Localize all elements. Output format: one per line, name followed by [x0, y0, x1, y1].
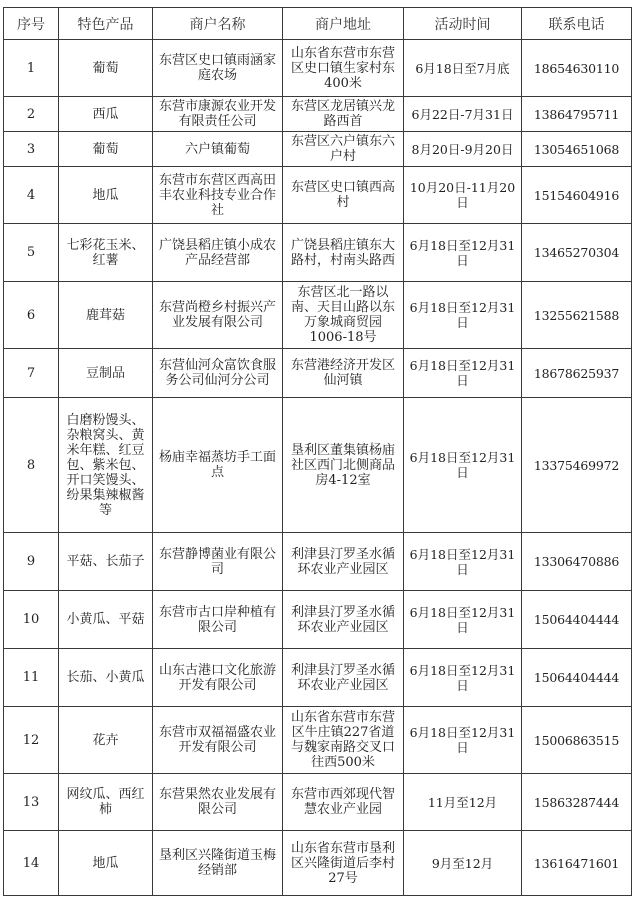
row-phone: 15064404444	[522, 649, 632, 707]
row-time: 6月18日至12月31日	[404, 533, 522, 591]
table-row	[4, 707, 632, 774]
row-merchant: 东营市双福福盛农业开发有限公司	[153, 707, 283, 774]
header-no: 序号	[4, 8, 59, 40]
row-phone: 13375469972	[522, 398, 632, 533]
row-phone: 15006863515	[522, 707, 632, 774]
header-merchant: 商户名称	[153, 8, 283, 40]
header-time: 活动时间	[404, 8, 522, 40]
row-product: 网纹瓜、西红柿	[59, 774, 153, 831]
row-no: 13	[4, 774, 59, 831]
table-row	[4, 591, 632, 649]
row-merchant: 山东古港口文化旅游开发有限公司	[153, 649, 283, 707]
table-row	[4, 97, 632, 132]
row-address: 东营港经济开发区仙河镇	[283, 349, 404, 398]
row-address: 山东省东营市垦利区兴隆街道后李村27号	[283, 831, 404, 896]
table-row	[4, 167, 632, 224]
row-time: 6月18日至12月31日	[404, 349, 522, 398]
row-product: 七彩花玉米、红薯	[59, 224, 153, 282]
table-row	[4, 774, 632, 831]
table-row	[4, 831, 632, 896]
row-time: 6月18日至12月31日	[404, 282, 522, 349]
table-row	[4, 40, 632, 97]
merchant-table	[3, 7, 632, 896]
table-header-row	[4, 8, 632, 40]
row-product: 小黄瓜、平菇	[59, 591, 153, 649]
row-no: 8	[4, 398, 59, 533]
row-address: 东营区北一路以南、天目山路以东万象城商贸园1006-18号	[283, 282, 404, 349]
row-time: 11月至12月	[404, 774, 522, 831]
table-row	[4, 224, 632, 282]
table-row	[4, 398, 632, 533]
row-merchant: 东营市东营区西高田丰农业科技专业合作社	[153, 167, 283, 224]
row-merchant: 杨庙幸福蒸坊手工面点	[153, 398, 283, 533]
row-merchant: 东营市康源农业开发有限责任公司	[153, 97, 283, 132]
header-address: 商户地址	[283, 8, 404, 40]
row-address: 利津县汀罗圣水循环农业产业园区	[283, 533, 404, 591]
row-no: 14	[4, 831, 59, 896]
table-row	[4, 282, 632, 349]
row-phone: 13306470886	[522, 533, 632, 591]
row-merchant: 垦利区兴隆街道玉梅经销部	[153, 831, 283, 896]
row-phone: 15863287444	[522, 774, 632, 831]
row-time: 6月18日至12月31日	[404, 398, 522, 533]
row-address: 垦利区董集镇杨庙社区西门北侧商品房4-12室	[283, 398, 404, 533]
row-phone: 13616471601	[522, 831, 632, 896]
row-phone: 15154604916	[522, 167, 632, 224]
row-phone: 13255621588	[522, 282, 632, 349]
row-product: 葡萄	[59, 132, 153, 167]
header-phone: 联系电话	[522, 8, 632, 40]
row-merchant: 六户镇葡萄	[153, 132, 283, 167]
row-merchant: 东营果然农业发展有限公司	[153, 774, 283, 831]
table-row	[4, 533, 632, 591]
row-merchant: 东营区史口镇雨涵家庭农场	[153, 40, 283, 97]
merchant-table-container	[3, 7, 632, 896]
row-address: 山东省东营市东营区牛庄镇227省道与魏家南路交叉口往西500米	[283, 707, 404, 774]
row-address: 东营市西郊现代智慧农业产业园	[283, 774, 404, 831]
row-address: 利津县汀罗圣水循环农业产业园区	[283, 591, 404, 649]
row-product: 地瓜	[59, 831, 153, 896]
row-time: 6月22日-7月31日	[404, 97, 522, 132]
row-product: 花卉	[59, 707, 153, 774]
row-product: 长茄、小黄瓜	[59, 649, 153, 707]
row-no: 1	[4, 40, 59, 97]
row-merchant: 东营尚橙乡村振兴产业发展有限公司	[153, 282, 283, 349]
row-product: 葡萄	[59, 40, 153, 97]
row-no: 5	[4, 224, 59, 282]
row-product: 平菇、长茄子	[59, 533, 153, 591]
row-no: 11	[4, 649, 59, 707]
row-no: 4	[4, 167, 59, 224]
row-address: 东营区史口镇西高村	[283, 167, 404, 224]
row-time: 6月18日至12月31日	[404, 591, 522, 649]
row-phone: 13864795711	[522, 97, 632, 132]
row-phone: 18678625937	[522, 349, 632, 398]
table-row	[4, 349, 632, 398]
row-address: 东营区六户镇东六户村	[283, 132, 404, 167]
row-no: 2	[4, 97, 59, 132]
row-product: 鹿茸菇	[59, 282, 153, 349]
row-phone: 15064404444	[522, 591, 632, 649]
table-row	[4, 132, 632, 167]
row-time: 6月18日至12月31日	[404, 707, 522, 774]
row-time: 6月18日至12月31日	[404, 224, 522, 282]
row-no: 12	[4, 707, 59, 774]
row-merchant: 东营仙河众富饮食服务公司仙河分公司	[153, 349, 283, 398]
row-address: 山东省东营市东营区史口镇生家村东400米	[283, 40, 404, 97]
row-merchant: 广饶县稻庄镇小成农产品经营部	[153, 224, 283, 282]
row-phone: 18654630110	[522, 40, 632, 97]
row-product: 西瓜	[59, 97, 153, 132]
row-address: 东营区龙居镇兴龙路西首	[283, 97, 404, 132]
row-merchant: 东营静博菌业有限公司	[153, 533, 283, 591]
row-phone: 13465270304	[522, 224, 632, 282]
row-no: 6	[4, 282, 59, 349]
row-time: 10月20日-11月20日	[404, 167, 522, 224]
row-no: 3	[4, 132, 59, 167]
row-product: 白磨粉馒头、杂粮窝头、黄米年糕、红豆包、紫米包、开口笑馒头、纷果集辣椒酱等	[59, 398, 153, 533]
row-time: 9月至12月	[404, 831, 522, 896]
row-time: 8月20日-9月20日	[404, 132, 522, 167]
row-phone: 13054651068	[522, 132, 632, 167]
header-product: 特色产品	[59, 8, 153, 40]
row-no: 10	[4, 591, 59, 649]
row-address: 广饶县稻庄镇东大路村，村南头路西	[283, 224, 404, 282]
row-time: 6月18日至12月31日	[404, 649, 522, 707]
row-product: 豆制品	[59, 349, 153, 398]
row-no: 7	[4, 349, 59, 398]
row-time: 6月18日至7月底	[404, 40, 522, 97]
row-address: 利津县汀罗圣水循环农业产业园区	[283, 649, 404, 707]
row-product: 地瓜	[59, 167, 153, 224]
row-merchant: 东营市古口岸种植有限公司	[153, 591, 283, 649]
table-row	[4, 649, 632, 707]
row-no: 9	[4, 533, 59, 591]
